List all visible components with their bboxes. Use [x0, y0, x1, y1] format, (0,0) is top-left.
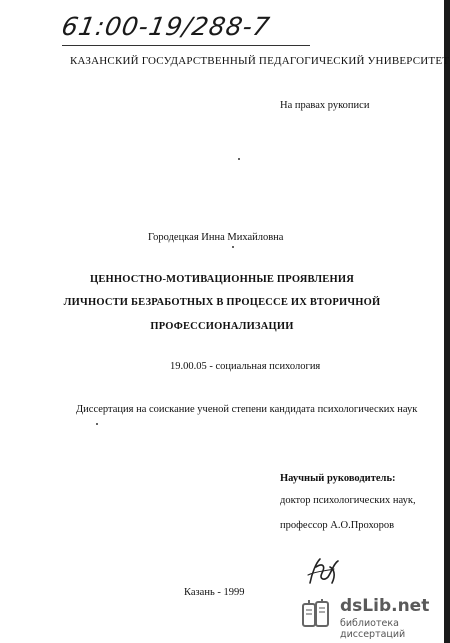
supervisor-degree: доктор психологических наук, [280, 495, 416, 506]
watermark-brand: dsLib.net [340, 596, 430, 616]
dslib-logo-icon [300, 598, 334, 632]
handwritten-code: 61:00-19/288-7 [59, 12, 273, 41]
handwritten-signature [304, 553, 344, 589]
supervisor-heading: Научный руководитель: [280, 473, 396, 484]
watermark-subtitle: библиотека диссертаций [340, 618, 406, 640]
city-year: Казань - 1999 [184, 587, 245, 598]
specialty: 19.00.05 - социальная психология [170, 361, 321, 372]
title-line-2: ЛИЧНОСТИ БЕЗРАБОТНЫХ В ПРОЦЕССЕ ИХ ВТОРИЧНОЙ [63, 297, 381, 308]
title-line-3: ПРОФЕССИОНАЛИЗАЦИИ [150, 321, 294, 332]
university-name: КАЗАНСКИЙ ГОСУДАРСТВЕННЫЙ ПЕДАГОГИЧЕСКИЙ УНИВЕРСИТЕТ [70, 55, 450, 67]
handwritten-underline [62, 45, 310, 46]
watermark [300, 596, 444, 640]
dissertation-degree: Диссертация на соискание ученой степени кандидата психологических наук [76, 404, 418, 415]
supervisor-name: профессор А.О.Прохоров [280, 520, 395, 531]
manuscript-rights: На правах рукописи [280, 100, 370, 111]
title-line-1: ЦЕННОСТНО-МОТИВАЦИОННЫЕ ПРОЯВЛЕНИЯ [89, 274, 355, 285]
scan-speck [232, 246, 234, 248]
scan-speck [238, 158, 240, 160]
scan-speck [96, 423, 98, 425]
scan-edge [444, 0, 450, 643]
author-name: Городецкая Инна Михайловна [148, 232, 284, 243]
